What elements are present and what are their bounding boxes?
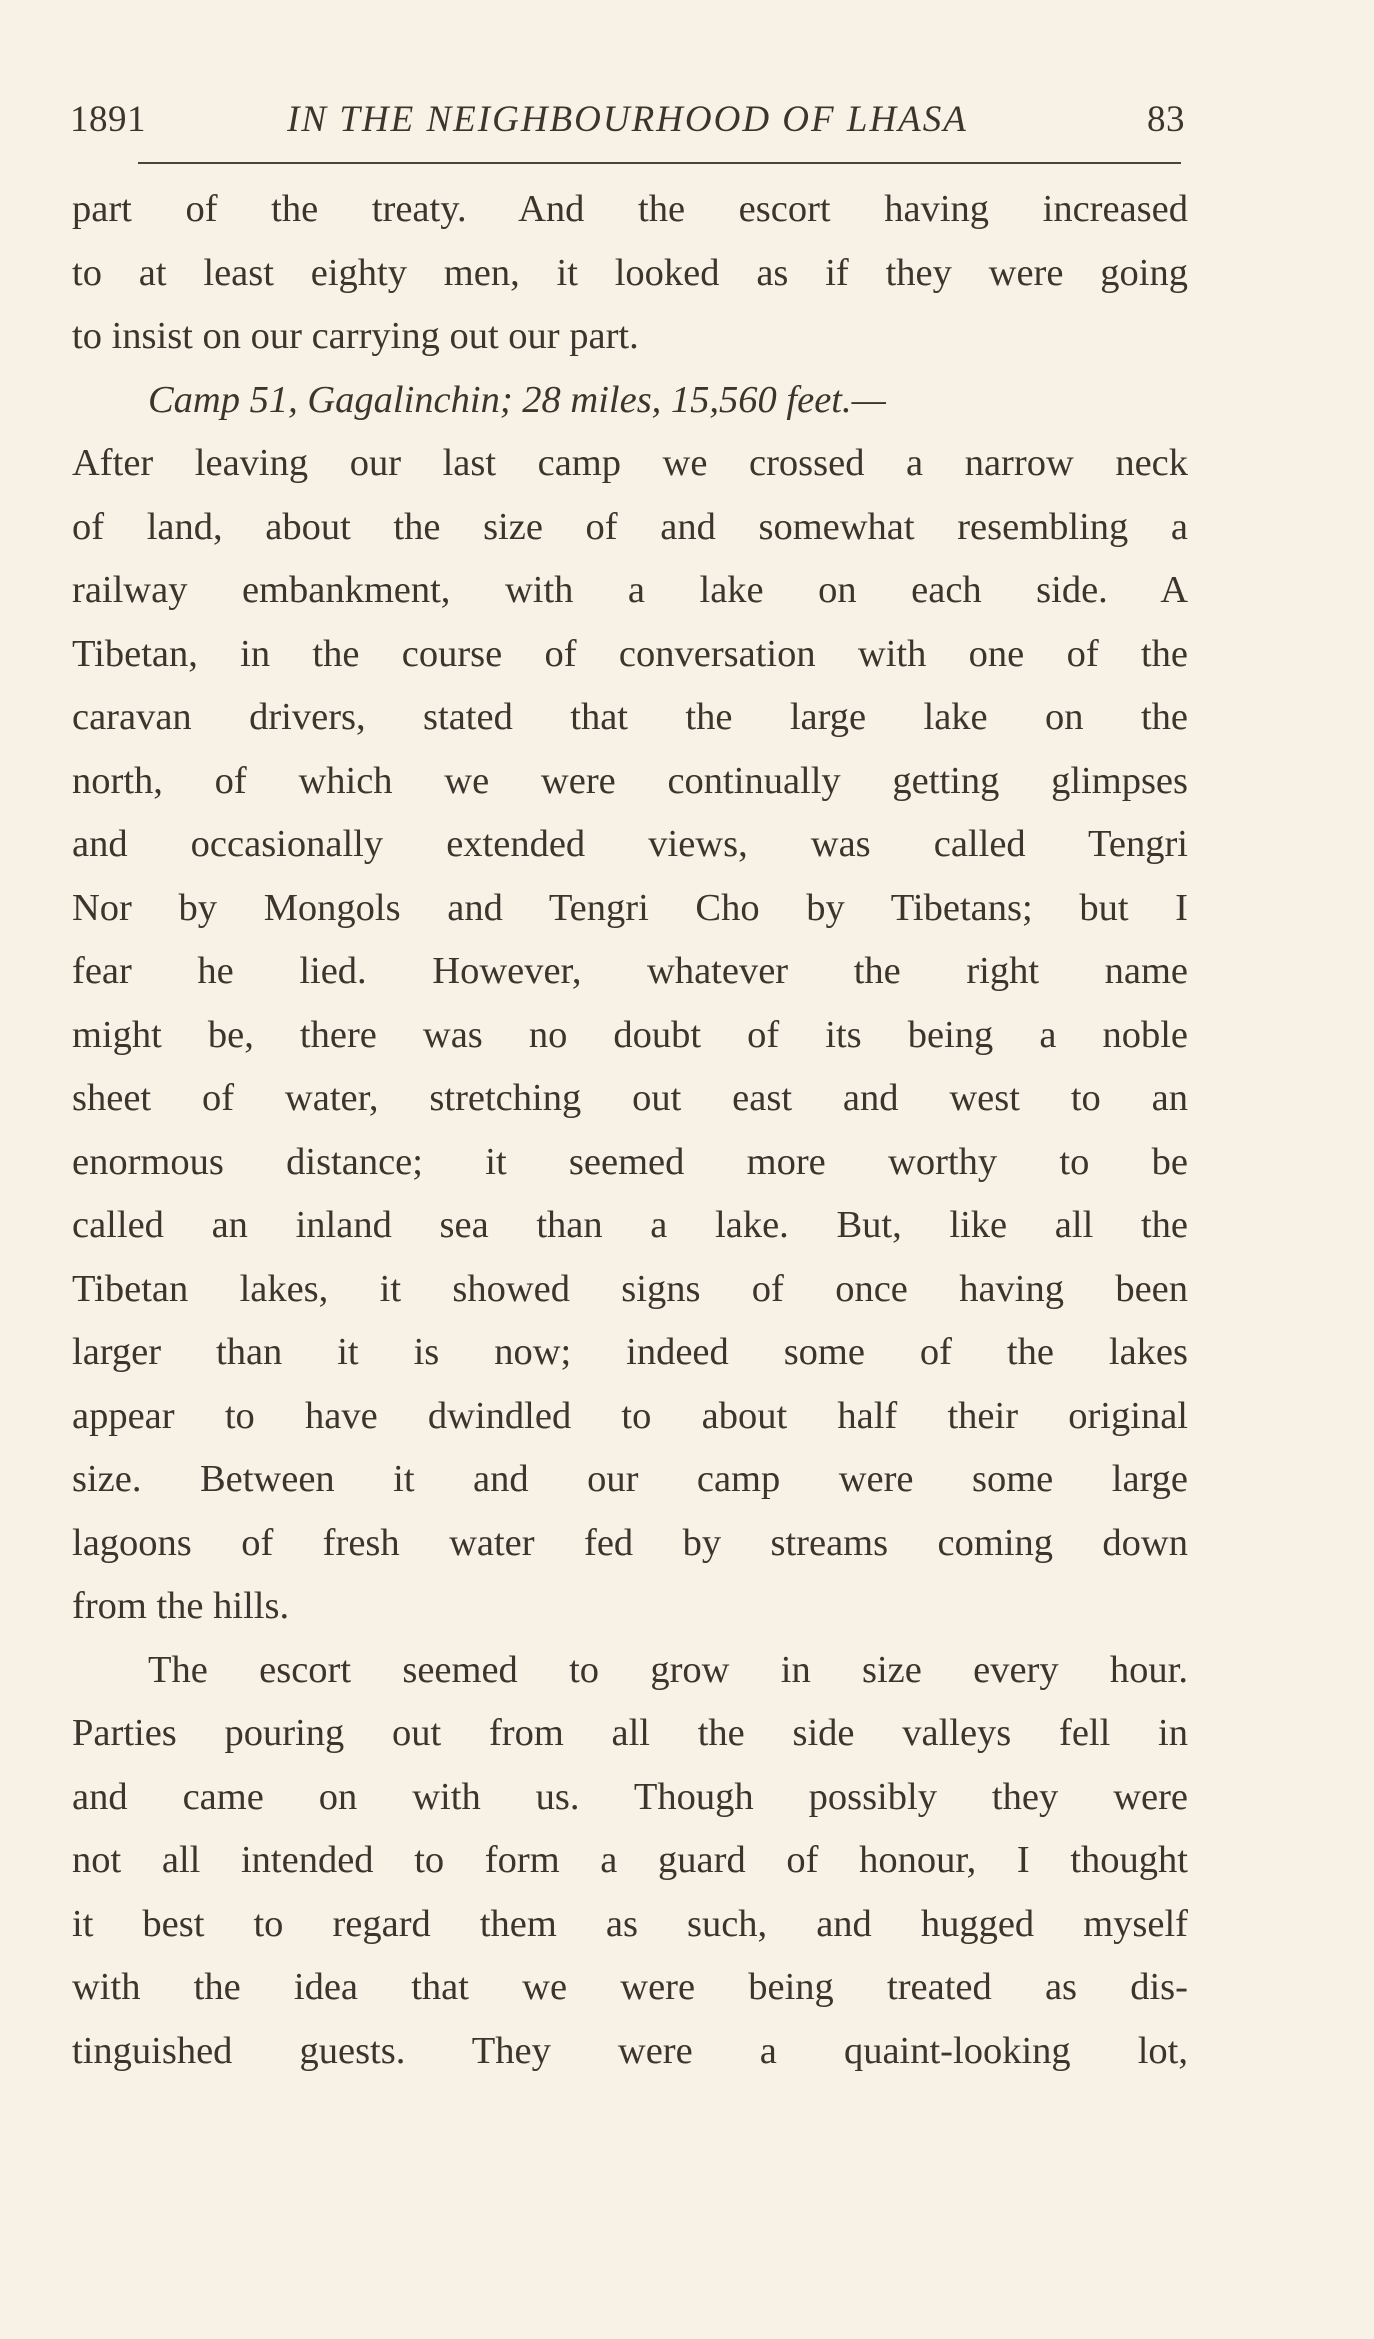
text-line-13: fear he lied. However, whatever the right name [72, 950, 1188, 992]
text-line-29: with the idea that we were being treated as dis- [72, 1966, 1188, 2008]
running-title: IN THE NEIGHBOURHOOD OF LHASA [287, 99, 968, 140]
text-line-17: called an inland sea than a lake. But, like all the [72, 1204, 1188, 1246]
text-line-20: appear to have dwindled to about half their original [72, 1394, 1188, 1437]
text-line-12: Nor by Mongols and Tengri Cho by Tibetans; but I [72, 886, 1188, 929]
text-line-8: Tibetan, in the course of conversation with one of the [72, 632, 1188, 675]
text-line-14: might be, there was no doubt of its being a noble [72, 1013, 1188, 1056]
text-line-22: lagoons of fresh water fed by streams coming down [72, 1521, 1188, 1564]
camp-heading: Camp 51, Gagalinchin; 28 miles, 15,560 feet.— [148, 378, 886, 421]
page-body [72, 178, 1188, 2083]
text-line-2: to at least eighty men, it looked as if they were going [72, 251, 1188, 294]
text-line-11: and occasionally extended views, was called Tengri [72, 823, 1188, 865]
text-line-25: Parties pouring out from all the side valleys fell in [72, 1712, 1188, 1754]
page-year: 1891 [70, 99, 146, 140]
text-line-30: tinguished guests. They were a quaint-looking lot, [72, 2029, 1188, 2072]
text-line-21: size. Between it and our camp were some large [72, 1458, 1188, 1500]
running-head [70, 95, 1185, 145]
text-line-7: railway embankment, with a lake on each side. A [72, 569, 1188, 611]
text-line-15: sheet of water, stretching out east and west to an [72, 1077, 1188, 1119]
text-line-27: not all intended to form a guard of honour, I thought [72, 1839, 1188, 1881]
text-line-19: larger than it is now; indeed some of the lakes [72, 1331, 1188, 1373]
text-line-28: it best to regard them as such, and hugged myself [72, 1902, 1188, 1945]
text-line-5: After leaving our last camp we crossed a narrow neck [72, 442, 1188, 484]
text-line-6: of land, about the size of and somewhat resembling a [72, 505, 1188, 548]
text-line-10: north, of which we were continually getting glimpses [72, 759, 1188, 802]
text-line-1: part of the treaty. And the escort having increased [72, 188, 1188, 230]
text-line-3: to insist on our carrying out our part. [72, 315, 639, 357]
page-number: 83 [1147, 99, 1185, 140]
header-rule [138, 162, 1181, 164]
text-line-18: Tibetan lakes, it showed signs of once having been [72, 1267, 1188, 1310]
text-line-16: enormous distance; it seemed more worthy to be [72, 1140, 1188, 1183]
text-line-26: and came on with us. Though possibly they were [72, 1775, 1188, 1818]
text-line-24: The escort seemed to grow in size every hour. [148, 1648, 1188, 1691]
text-line-23: from the hills. [72, 1585, 290, 1627]
text-line-9: caravan drivers, stated that the large lake on the [72, 696, 1188, 738]
